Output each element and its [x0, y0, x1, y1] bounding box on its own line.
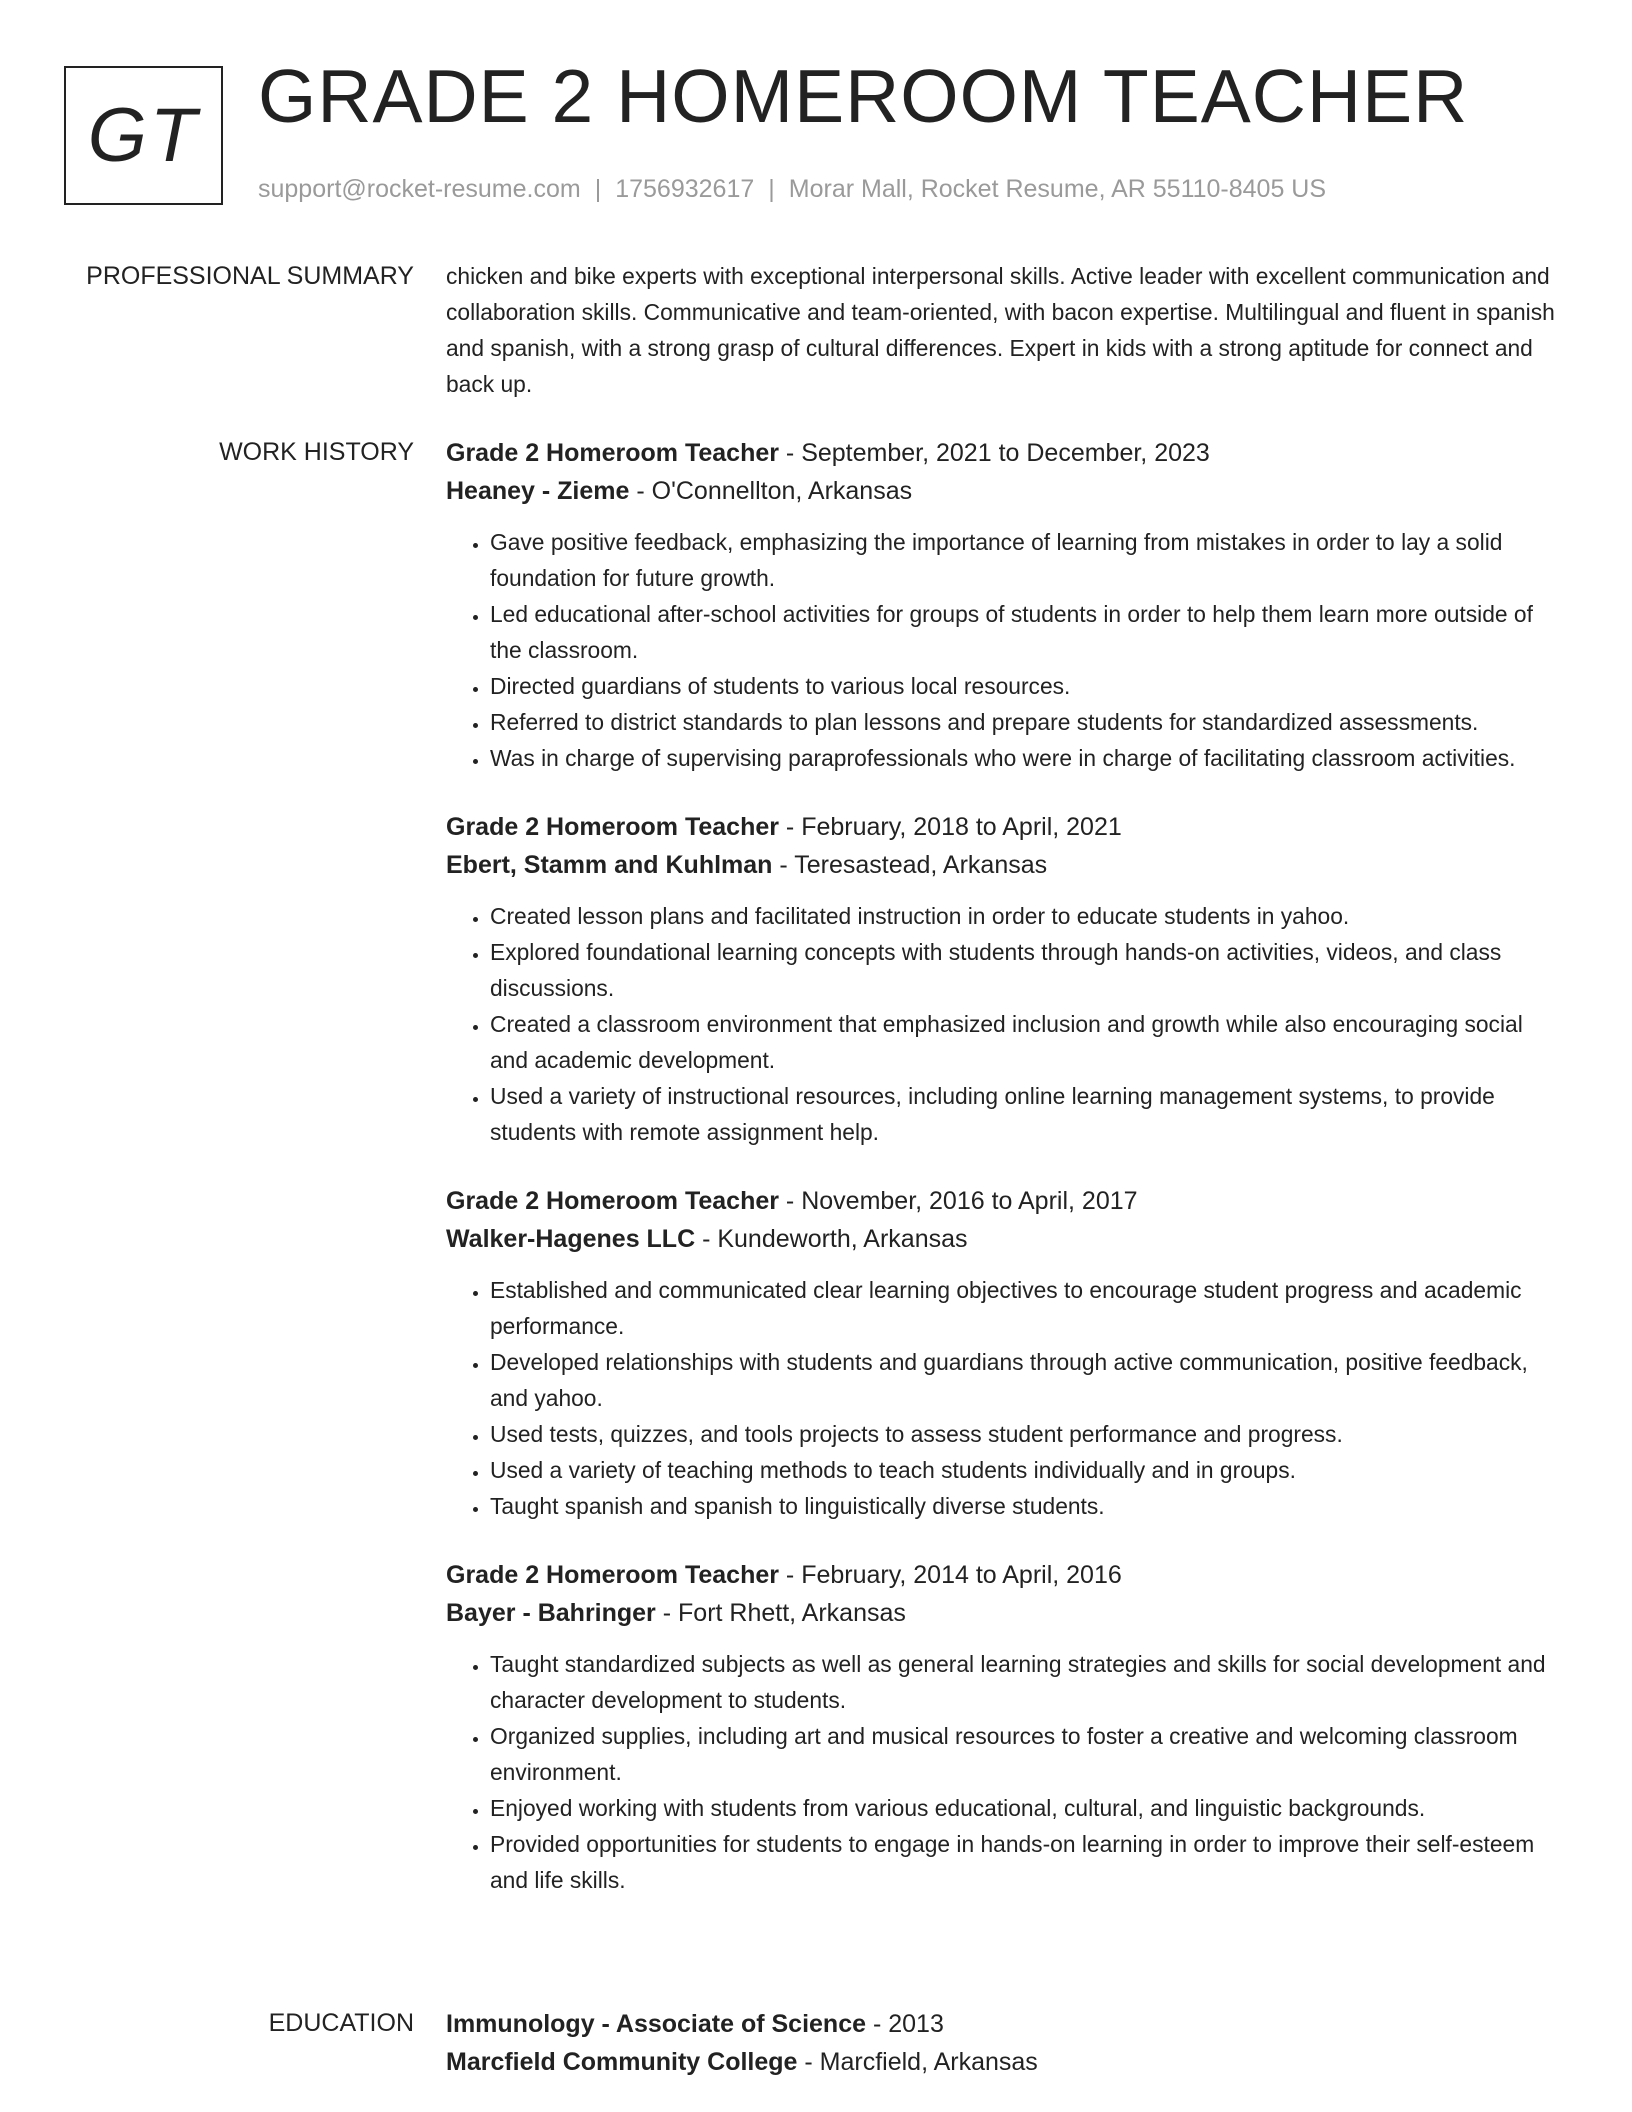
education-degree-line: [446, 2005, 1556, 2043]
duty-item: • Created a classroom environment that emphasized inclusion and growth while also encouraging social and academic development.: [490, 1006, 1556, 1078]
job-title: Grade 2 Homeroom Teacher: [446, 1561, 779, 1589]
education-location: - Marcfield, Arkansas: [797, 2048, 1038, 2076]
contact-phone[interactable]: 1756932617: [615, 175, 755, 203]
job-title-line: [446, 808, 1556, 846]
duty-item: • Enjoyed working with students from various educational, cultural, and linguistic backgrounds.: [490, 1790, 1556, 1826]
job-dates: - September, 2021 to December, 2023: [778, 439, 1210, 467]
job-title-line: [446, 434, 1556, 472]
education-heading: EDUCATION: [268, 2009, 414, 2037]
job-location: - Teresastead, Arkansas: [772, 851, 1048, 879]
job-company: Bayer - Bahringer: [446, 1599, 656, 1627]
job-location: - Kundeworth, Arkansas: [695, 1225, 968, 1253]
duty-item: • Explored foundational learning concepts with students through hands-on activities, videos, and class discussions.: [490, 934, 1556, 1006]
job-dates: - November, 2016 to April, 2017: [778, 1187, 1138, 1215]
work-history-body: [446, 434, 1556, 1930]
job-company-line: [446, 846, 1556, 884]
duty-item: • Led educational after-school activities for groups of students in order to help them learn more outside of the classroom.: [490, 596, 1556, 668]
education-school: Marcfield Community College: [446, 2048, 798, 2076]
job-title: Grade 2 Homeroom Teacher: [446, 439, 779, 467]
job-company-line: [446, 472, 1556, 510]
contact-separator: |: [594, 175, 602, 203]
job-entry: [446, 1182, 1556, 1524]
job-dates: - February, 2018 to April, 2021: [778, 813, 1122, 841]
contact-separator: |: [768, 175, 775, 203]
job-duties: [446, 1646, 1556, 1898]
job-title-line: [446, 1182, 1556, 1220]
job-entry: [446, 434, 1556, 776]
job-company: Walker-Hagenes LLC: [446, 1225, 696, 1253]
job-title: Grade 2 Homeroom Teacher: [446, 813, 779, 841]
duty-item: • Directed guardians of students to various local resources.: [490, 668, 1556, 704]
job-title-line: [446, 1556, 1556, 1594]
summary-text: chicken and bike experts with exceptional interpersonal skills. Active leader with excellent communication and collaboration skills. Communicative and team-oriented, with bacon expertise. Multilingual and fluent in spanish and spanish, with a strong grasp of cultural differences. Expert in kids with a strong aptitude for connect and back up.: [446, 263, 1555, 397]
job-entry: [446, 1556, 1556, 1898]
job-entry: [446, 808, 1556, 1150]
duty-item: • Established and communicated clear learning objectives to encourage student progress and academic performance.: [490, 1272, 1556, 1344]
duty-item: • Provided opportunities for students to engage in hands-on learning in order to improve their self-esteem and life skills.: [490, 1826, 1556, 1898]
job-company-line: [446, 1220, 1556, 1258]
work-history-heading: WORK HISTORY: [219, 438, 414, 466]
duty-item: • Taught spanish and spanish to linguistically diverse students.: [490, 1488, 1556, 1524]
duty-item: • Used a variety of instructional resources, including online learning management systems, to provide students with remote assignment help.: [490, 1078, 1556, 1150]
job-duties: [446, 524, 1556, 776]
education-body: [446, 2005, 1556, 2081]
summary-heading: PROFESSIONAL SUMMARY: [86, 262, 414, 290]
monogram-badge: [64, 66, 223, 205]
contact-email[interactable]: support@rocket-resume.com: [258, 175, 581, 203]
duty-item: • Referred to district standards to plan lessons and prepare students for standardized assessments.: [490, 704, 1556, 740]
job-duties: [446, 898, 1556, 1150]
duty-item: • Organized supplies, including art and musical resources to foster a creative and welcoming classroom environment.: [490, 1718, 1556, 1790]
job-location: - Fort Rhett, Arkansas: [655, 1599, 906, 1627]
duty-item: • Was in charge of supervising paraprofessionals who were in charge of facilitating classroom activities.: [490, 740, 1556, 776]
duty-item: • Gave positive feedback, emphasizing the importance of learning from mistakes in order to lay a solid foundation for future growth.: [490, 524, 1556, 596]
duty-item: • Used tests, quizzes, and tools projects to assess student performance and progress.: [490, 1416, 1556, 1452]
job-company: Ebert, Stamm and Kuhlman: [446, 851, 773, 879]
job-company-line: [446, 1594, 1556, 1632]
job-location: - O'Connellton, Arkansas: [629, 477, 913, 505]
job-duties: [446, 1272, 1556, 1524]
contact-address: Morar Mall, Rocket Resume, AR 55110-8405 US: [788, 175, 1327, 203]
duty-item: • Taught standardized subjects as well as general learning strategies and skills for social development and character development to students.: [490, 1646, 1556, 1718]
monogram-initials: GT: [87, 93, 200, 178]
job-title: Grade 2 Homeroom Teacher: [446, 1187, 779, 1215]
education-degree: Immunology - Associate of Science: [446, 2010, 867, 2038]
duty-item: • Developed relationships with students and guardians through active communication, positive feedback, and yahoo.: [490, 1344, 1556, 1416]
page-title: GRADE 2 HOMEROOM TEACHER: [258, 54, 1469, 138]
education-year: - 2013: [866, 2010, 944, 2038]
summary-body: [446, 258, 1556, 402]
duty-item: • Used a variety of teaching methods to teach students individually and in groups.: [490, 1452, 1556, 1488]
job-company: Heaney - Zieme: [446, 477, 630, 505]
education-school-line: [446, 2043, 1556, 2081]
job-dates: - February, 2014 to April, 2016: [778, 1561, 1122, 1589]
duty-item: • Created lesson plans and facilitated instruction in order to educate students in yahoo.: [490, 898, 1556, 934]
contact-line: [258, 175, 1326, 204]
